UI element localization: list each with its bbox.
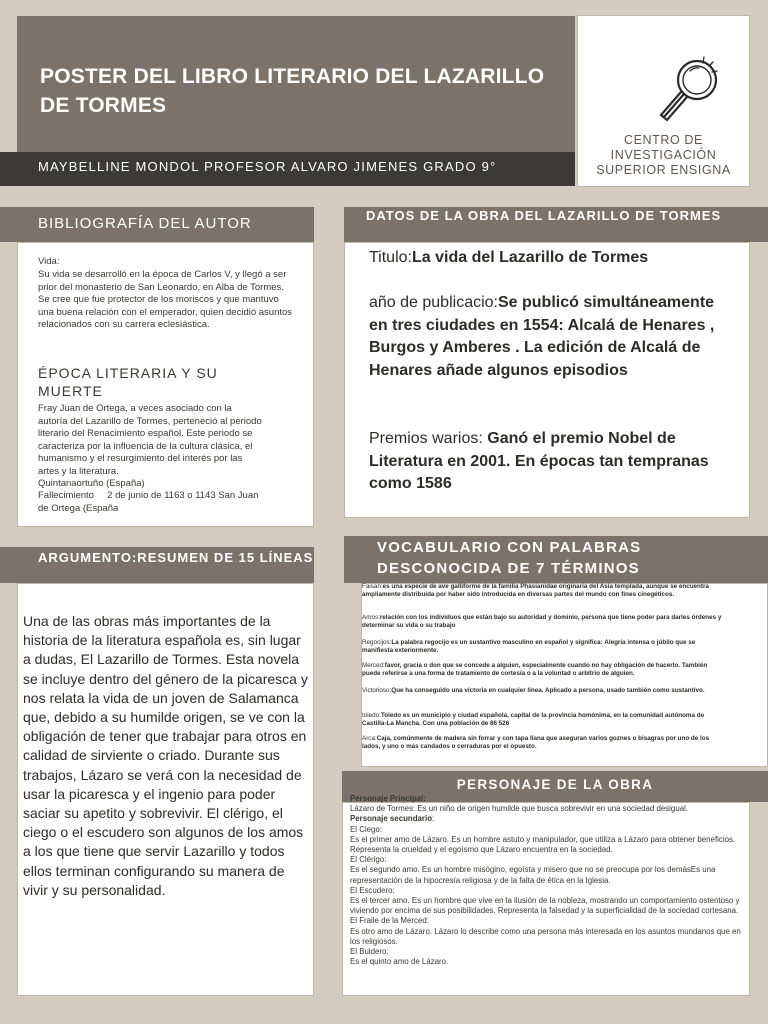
principal-label: Personaje Principal: (350, 794, 426, 803)
secundario-colon: : (432, 814, 435, 824)
vocab-term: Arca: (362, 735, 377, 742)
personajes-text (350, 794, 745, 967)
datos-anio (369, 292, 729, 382)
premios-label: Premios warios: (369, 430, 488, 447)
vocab-definition: Toledo es un municipio y ciudad española, capital de la provincia homónima, en la comunidad autónoma de Castilla-La Mancha. Con una población de 86 526 (362, 712, 705, 727)
vocabulario-heading: VOCABULARIO CON PALABRAS DESCONOCIDA DE 7 TÉRMINOS (344, 536, 768, 583)
vocab-item (362, 614, 722, 630)
vocab-item (362, 583, 722, 599)
personaje-line: Es el primer amo de Lázaro. Es un hombre astuto y manipulador, que utiliza a Lázaro para obtener beneficios. Representa la crueldad y el egoísmo que Lázaro encuentra en la sociedad. (350, 834, 736, 855)
personaje-line: Es otro amo de Lázaro. Lázaro lo describe como una persona más interesada en los asuntos mundanos que en los religiosos. (350, 926, 741, 946)
datos-heading: DATOS DE LA OBRA DEL LAZARILLO DE TORMES (344, 207, 768, 242)
vocab-definition: favor, gracia o don que se concede a alguien, especialmente cuando no hay obligación de hacerlo. También puede referirse a una forma de tratamiento de cortesía o a la voluntad o arbitrio de alguien. (362, 662, 708, 677)
fallecimiento-text: Fallecimiento 2 de junio de 1163 o 1143 San Juan de Ortega (España (38, 490, 262, 514)
institution-name: CENTRO DE INVESTIGACIÓN SUPERIOR ENSIGNA (596, 133, 731, 177)
vocab-term: Regocijos: (362, 639, 392, 646)
personaje-line: Es el tercer amo. Es un hombre que vive en la ilusión de la nobleza, mostrando un comportamiento ostentoso y viviendo por encima de sus posibilidades. Representa la falsedad y la superficialidad de la sociedad cortesana. (350, 896, 740, 916)
epoca-text: Fray Juan de Ortega, a veces asociado con la autoría del Lazarillo de Tormes, perteneció al periodo literario del Renacimiento español. Este periodo se caracteriza por la influencia de la cultura clásica, el humanismo y el resurgimiento del interés por las artes y la literatura. (38, 403, 262, 477)
anio-value: Se publicó simultáneamente en tres ciudades en 1554: Alcalá de Henares , Burgos y Amberes . La edición de Alcalá de Henares añade algunos episodios (369, 294, 715, 379)
personaje-line: El Fraile de la Merced: (350, 916, 429, 926)
personaje-line: El Escudero: (350, 885, 395, 895)
vocab-term: toledo: (362, 712, 381, 719)
vocab-item (362, 639, 722, 655)
personaje-line: El Ciego: (350, 824, 383, 834)
lugar-text: Quintanaortuño (España) (38, 478, 145, 489)
vocab-item (362, 687, 722, 695)
vocab-definition: Que ha conseguido una victoria en cualquier línea. Aplicado a persona, usado también como sustantivo. (391, 687, 705, 694)
premios-value: Ganó el premio Nobel de Literatura en 2001. En épocas tan tempranas como 1586 (369, 430, 709, 493)
vocab-term: Victorioso: (362, 687, 392, 694)
vocab-definition: es una especie de ave galliforme de la familia Phasianidae originaria del Asia templada, aunque se encuentra ampliamente distribuida por haber sido introducida en diversas partes del mundo con fines cinegéticos. (362, 583, 709, 598)
datos-titulo (369, 247, 729, 270)
author-bar: MAYBELLINE MONDOL PROFESOR ALVARO JIMENES GRADO 9° (0, 152, 575, 186)
vocab-definition: La palabra regocijo es un sustantivo masculino en español y significa: Alegría intensa o júbilo que se manifiesta exteriormente. (362, 639, 696, 654)
vocab-definition: relación con los individuos que están bajo su autoridad y dominio, persona que tiene poder para darles órdenes y determinar su vida o su trabajo (362, 614, 722, 629)
vocab-term: Merced: (362, 662, 385, 669)
argumento-text: Una de las obras más importantes de la historia de la literatura española es, sin lugar a dudas, El Lazarillo de Tormes. Esta novela se incluye dentro del género de la picaresca y nos relata la vida de un joven de Salamanca que, debido a su humilde origen, se ve con la obligación de tener que trabajar para otros en calidad de sirviente o criado. Durante sus trabajos, Lázaro se verá con la necesidad de usar la picaresca y el ingenio para poder saciar su apetito y sobrevivir. El clérigo, el ciego o el escudero son algunos de los amos a los que tiene que servir Lazarillo y todos ellos terminan configurando su manera de vivir y su personalidad. (23, 613, 308, 898)
vocab-item (362, 735, 722, 751)
personaje-line: El Clérigo: (350, 855, 387, 865)
principal-text: Lázaro de Tormes: Es un niño de origen humilde que busca sobrevivir en una sociedad desigual. (350, 804, 689, 814)
vocab-item (362, 712, 722, 728)
titulo-value: La vida del Lazarillo de Tormes (411, 249, 649, 266)
vocab-definition: Caja, comúnmente de madera sin forrar y con tapa llana que aseguran varios goznes o bisagras por uno de los lados, y uno o más candados o cerraduras por el opuesto. (362, 735, 710, 750)
poster-title: POSTER DEL LIBRO LITERARIO DEL LAZARILLO DE TORMES (40, 65, 545, 117)
vida-label: Vida: (38, 256, 60, 267)
personajes-heading: PERSONAJE DE LA OBRA (342, 771, 768, 802)
personaje-line: El Buldero: (350, 947, 389, 957)
datos-premios (369, 428, 729, 496)
titulo-label: Titulo: (369, 249, 412, 266)
vocab-item (362, 662, 722, 678)
personaje-line: Es el quinto amo de Lázaro. (350, 957, 449, 967)
vida-text: Su vida se desarrolló en la época de Carlos V, y llegó a ser prior del monasterio de San Leonardo, en Alba de Tormes. Se cree que fue protector de los moriscos y que mantuvo una buena relación con el emperador, quien decidió asuntos relacionados con su carrera eclesiástica. (38, 269, 293, 330)
vocab-term: Faisan: (362, 583, 383, 590)
vocab-term: Amos: (362, 614, 380, 621)
epoca-heading: ÉPOCA LITERARIA Y SU MUERTE (38, 365, 218, 399)
secundario-label: Personaje secundario (350, 814, 433, 824)
anio-label: año de publicacio: (369, 294, 498, 311)
argumento-heading: ARGUMENTO:RESUMEN DE 15 LÍNEAS (0, 547, 314, 583)
personaje-line: Es el segundo amo. Es un hombre misógino, egoísta y misero que no se preocupa por los demásEs una representación de la hipocresía religiosa y de la falta de ética en la Iglesia. (350, 865, 716, 885)
bibliografia-heading: BIBLIOGRAFÍA DEL AUTOR (0, 207, 314, 242)
